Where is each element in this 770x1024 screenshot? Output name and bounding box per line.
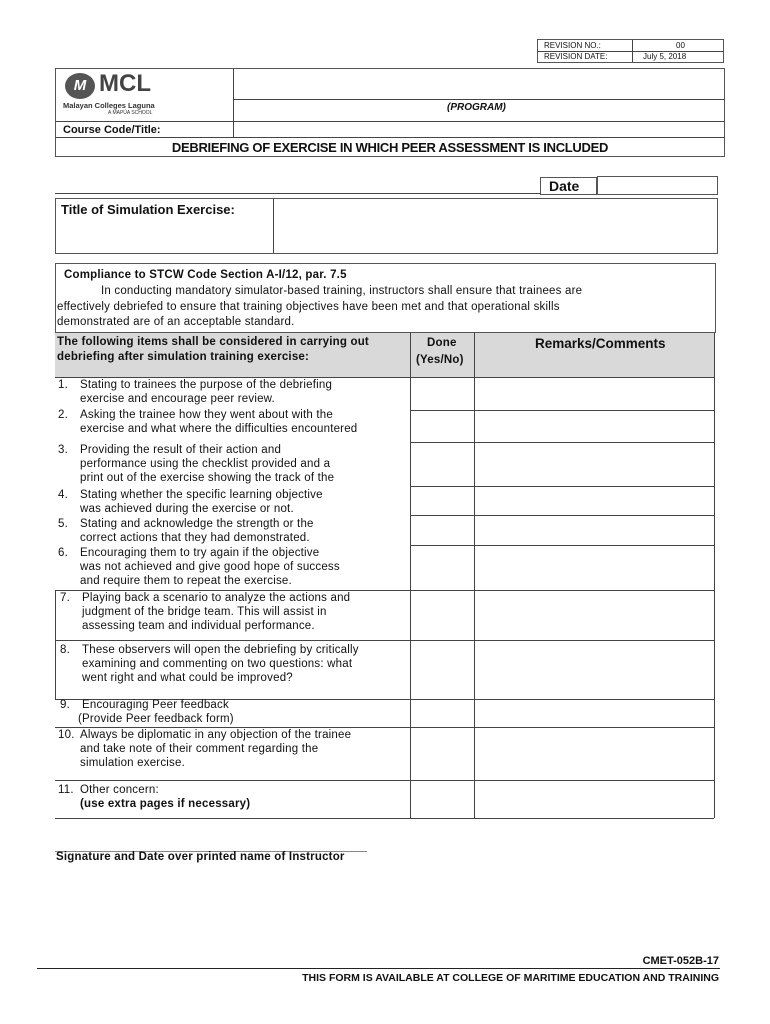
date-label-box (540, 177, 597, 195)
header-items-line-2: debriefing after simulation training exercise: (57, 351, 310, 363)
compliance-line-2: effectively debriefed to ensure that training objectives have been met and that operational skills (57, 301, 560, 313)
header-done: Done (427, 337, 457, 349)
list-item: 9. Encouraging Peer feedback (Provide Peer feedback form) (60, 699, 234, 725)
simulation-title-label: Title of Simulation Exercise: (61, 202, 235, 217)
list-item: 3. Providing the result of their action and performance using the checklist provided and a print out of the exercise showing the track of the (58, 444, 335, 484)
list-item: 11. Other concern: (use extra pages if necessary) (58, 784, 251, 810)
list-item: 5. Stating and acknowledge the strength or the correct actions that they had demonstrated. (58, 518, 314, 544)
header-remarks: Remarks/Comments (535, 336, 666, 351)
list-item: 8. These observers will open the debriefing by critically examining and commenting on two questions: what went right and what could be improved? (60, 644, 359, 684)
form-code: CMET-052B-17 (642, 955, 719, 967)
revision-date-value: July 5, 2018 (643, 52, 687, 61)
done-cell[interactable] (411, 379, 473, 409)
program-label: (PROGRAM) (447, 102, 506, 113)
footer-note: THIS FORM IS AVAILABLE AT COLLEGE OF MARITIME EDUCATION AND TRAINING (302, 972, 719, 984)
revision-table (537, 39, 724, 63)
logo-emblem-icon: M (65, 73, 95, 99)
list-item: 7. Playing back a scenario to analyze the actions and judgment of the bridge team. This will assist in assessing team and individual performance. (60, 592, 351, 632)
revision-no-value: 00 (676, 41, 685, 50)
logo (63, 71, 223, 119)
list-item: 4. Stating whether the specific learning objective was achieved during the exercise or not. (58, 489, 323, 515)
signature-label: Signature and Date over printed name of Instructor (56, 851, 345, 863)
remarks-cell[interactable] (475, 379, 713, 409)
revision-date-label: REVISION DATE: (544, 52, 608, 61)
list-item: 6. Encouraging them to try again if the objective was not achieved and give good hope of success and require them to repeat the exercise. (58, 547, 340, 587)
compliance-line-3: demonstrated are of an acceptable standard. (57, 316, 295, 328)
logo-text: MCL (99, 70, 151, 97)
compliance-heading: Compliance to STCW Code Section A-I/12, par. 7.5 (64, 269, 347, 281)
date-label: Date (549, 178, 580, 194)
logo-tagline: A MAPÚA SCHOOL (108, 110, 153, 116)
simulation-title-field[interactable] (274, 200, 716, 252)
date-field[interactable] (597, 176, 718, 195)
header-yes-no: (Yes/No) (416, 354, 464, 366)
revision-no-label: REVISION NO.: (544, 41, 601, 50)
compliance-line-1: In conducting mandatory simulator-based training, instructors shall ensure that trainees are (101, 285, 583, 297)
header-items-line-1: The following items shall be considered in carrying out (57, 336, 369, 348)
list-item: 1. Stating to trainees the purpose of the debriefing exercise and encourage peer review. (58, 379, 333, 405)
logo-subtitle: Malayan Colleges Laguna (63, 101, 155, 110)
course-code-field[interactable] (234, 121, 724, 137)
form-title: DEBRIEFING OF EXERCISE IN WHICH PEER ASSESSMENT IS INCLUDED (171, 140, 609, 155)
list-item: 2. Asking the trainee how they went about with the exercise and what where the difficulties encountered (58, 409, 358, 435)
list-item: 10. Always be diplomatic in any objection of the trainee and take note of their comment regarding the simulation exercise. (58, 729, 352, 769)
course-code-label: Course Code/Title: (63, 124, 161, 136)
